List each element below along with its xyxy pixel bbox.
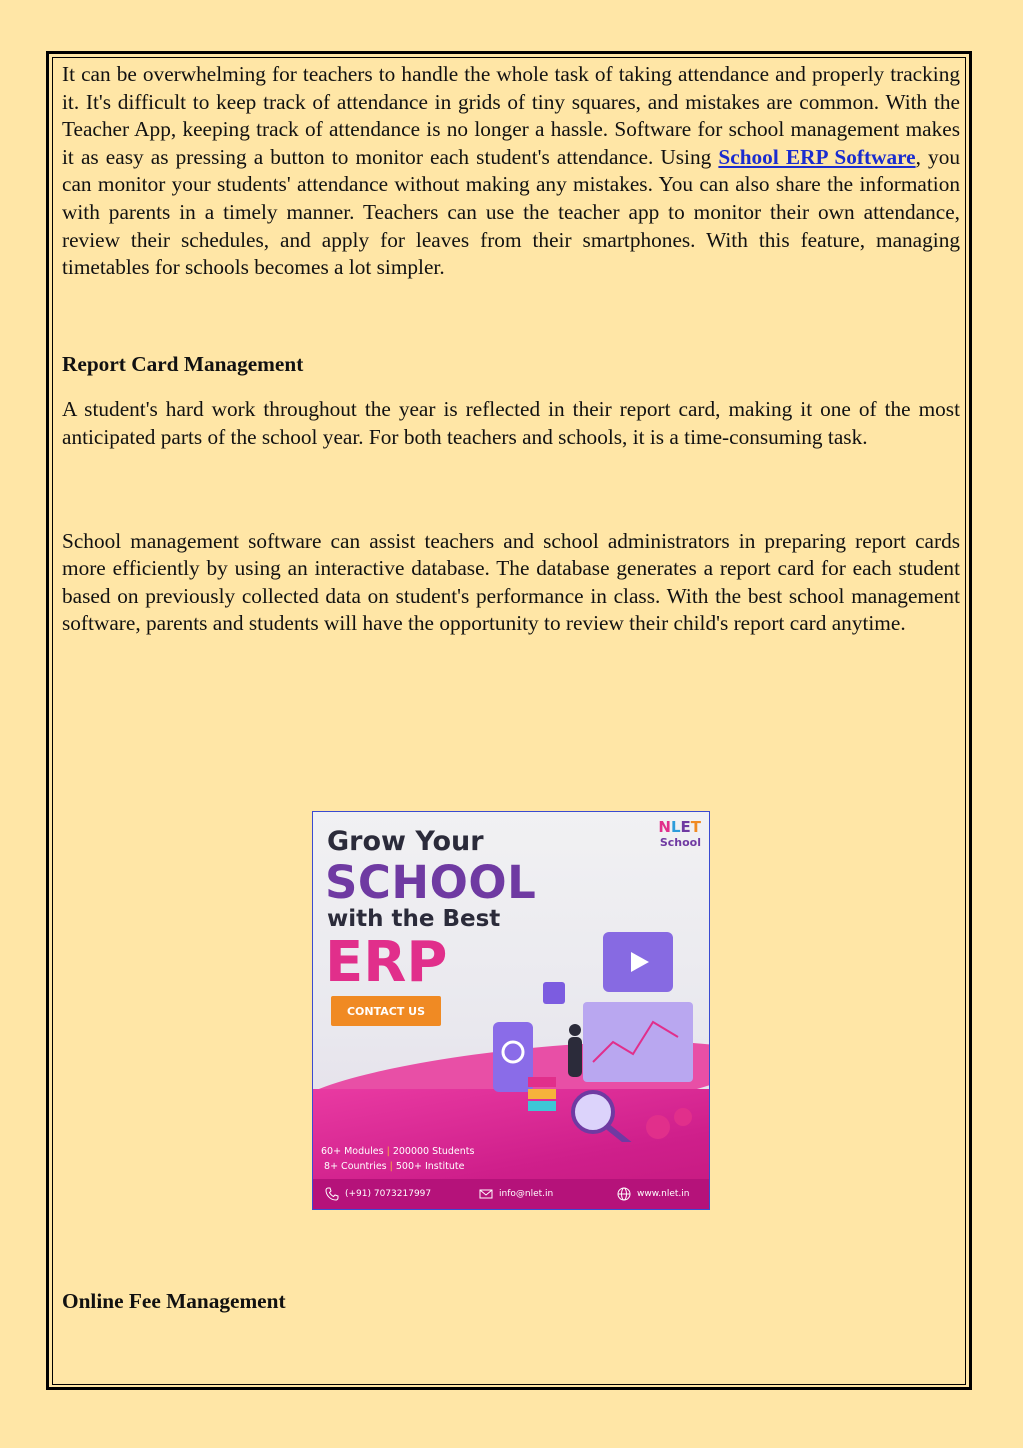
online-fee-heading: Online Fee Management <box>62 1289 286 1313</box>
intro-text-1: It can be overwhelming for teachers to handle the whole task of taking attendance and properly tracking it. It's difficult to keep track of attendance in grids of tiny squares, and mistakes are common. With the Teacher App, keeping track of attendance is no longer a hassle. Software for school management makes it as easy as pressing a button to monitor each student's attendance. Using <box>62 62 960 169</box>
erp-advertisement-image <box>312 811 710 1210</box>
ad-headline-line3: with the Best <box>327 906 501 932</box>
ad-phone: (+91) 7073217997 <box>325 1187 431 1201</box>
ad-headline-line2: SCHOOL <box>325 856 537 909</box>
ad-stats: 60+ Modules | 200000 Students 8+ Countries | 500+ Institute <box>321 1146 475 1172</box>
report-paragraph-2: School management software can assist teachers and school administrators in preparing report cards more efficiently by using an interactive database. The database generates a report card for each student based on previously collected data on student's performance in class. With the best school management software, parents and students will have the opportunity to review their child's report card anytime. <box>62 528 960 636</box>
ad-website: www.nlet.in <box>617 1187 689 1201</box>
contact-us-button[interactable]: CONTACT US <box>331 996 441 1026</box>
ad-email: info@nlet.in <box>479 1187 553 1201</box>
nlet-school-logo: NLET School <box>658 818 701 849</box>
report-card-heading: Report Card Management <box>62 351 304 376</box>
ad-headline-line4: ERP <box>325 930 448 995</box>
ad-contact-bar <box>313 1179 709 1209</box>
intro-text-2: , you can monitor your students' attendance without making any mistakes. You can also share the information with parents in a timely manner. Teachers can use the teacher app to monitor their own attendance, review their schedules, and apply for leaves from their smartphones. With this feature, managing timetables for schools becomes a lot simpler. <box>62 144 961 280</box>
ad-headline-line1: Grow Your <box>327 826 484 857</box>
phone-icon <box>325 1187 339 1201</box>
school-erp-software-link[interactable]: School ERP Software <box>718 144 916 169</box>
document-content <box>62 61 960 638</box>
email-icon <box>479 1187 493 1201</box>
report-paragraph-1: A student's hard work throughout the year is reflected in their report card, making it one of the most anticipated parts of the school year. For both teachers and schools, it is a time-consuming task. <box>62 397 960 449</box>
intro-paragraph <box>62 61 960 282</box>
globe-icon <box>617 1187 631 1201</box>
erp-illustration <box>483 922 703 1142</box>
